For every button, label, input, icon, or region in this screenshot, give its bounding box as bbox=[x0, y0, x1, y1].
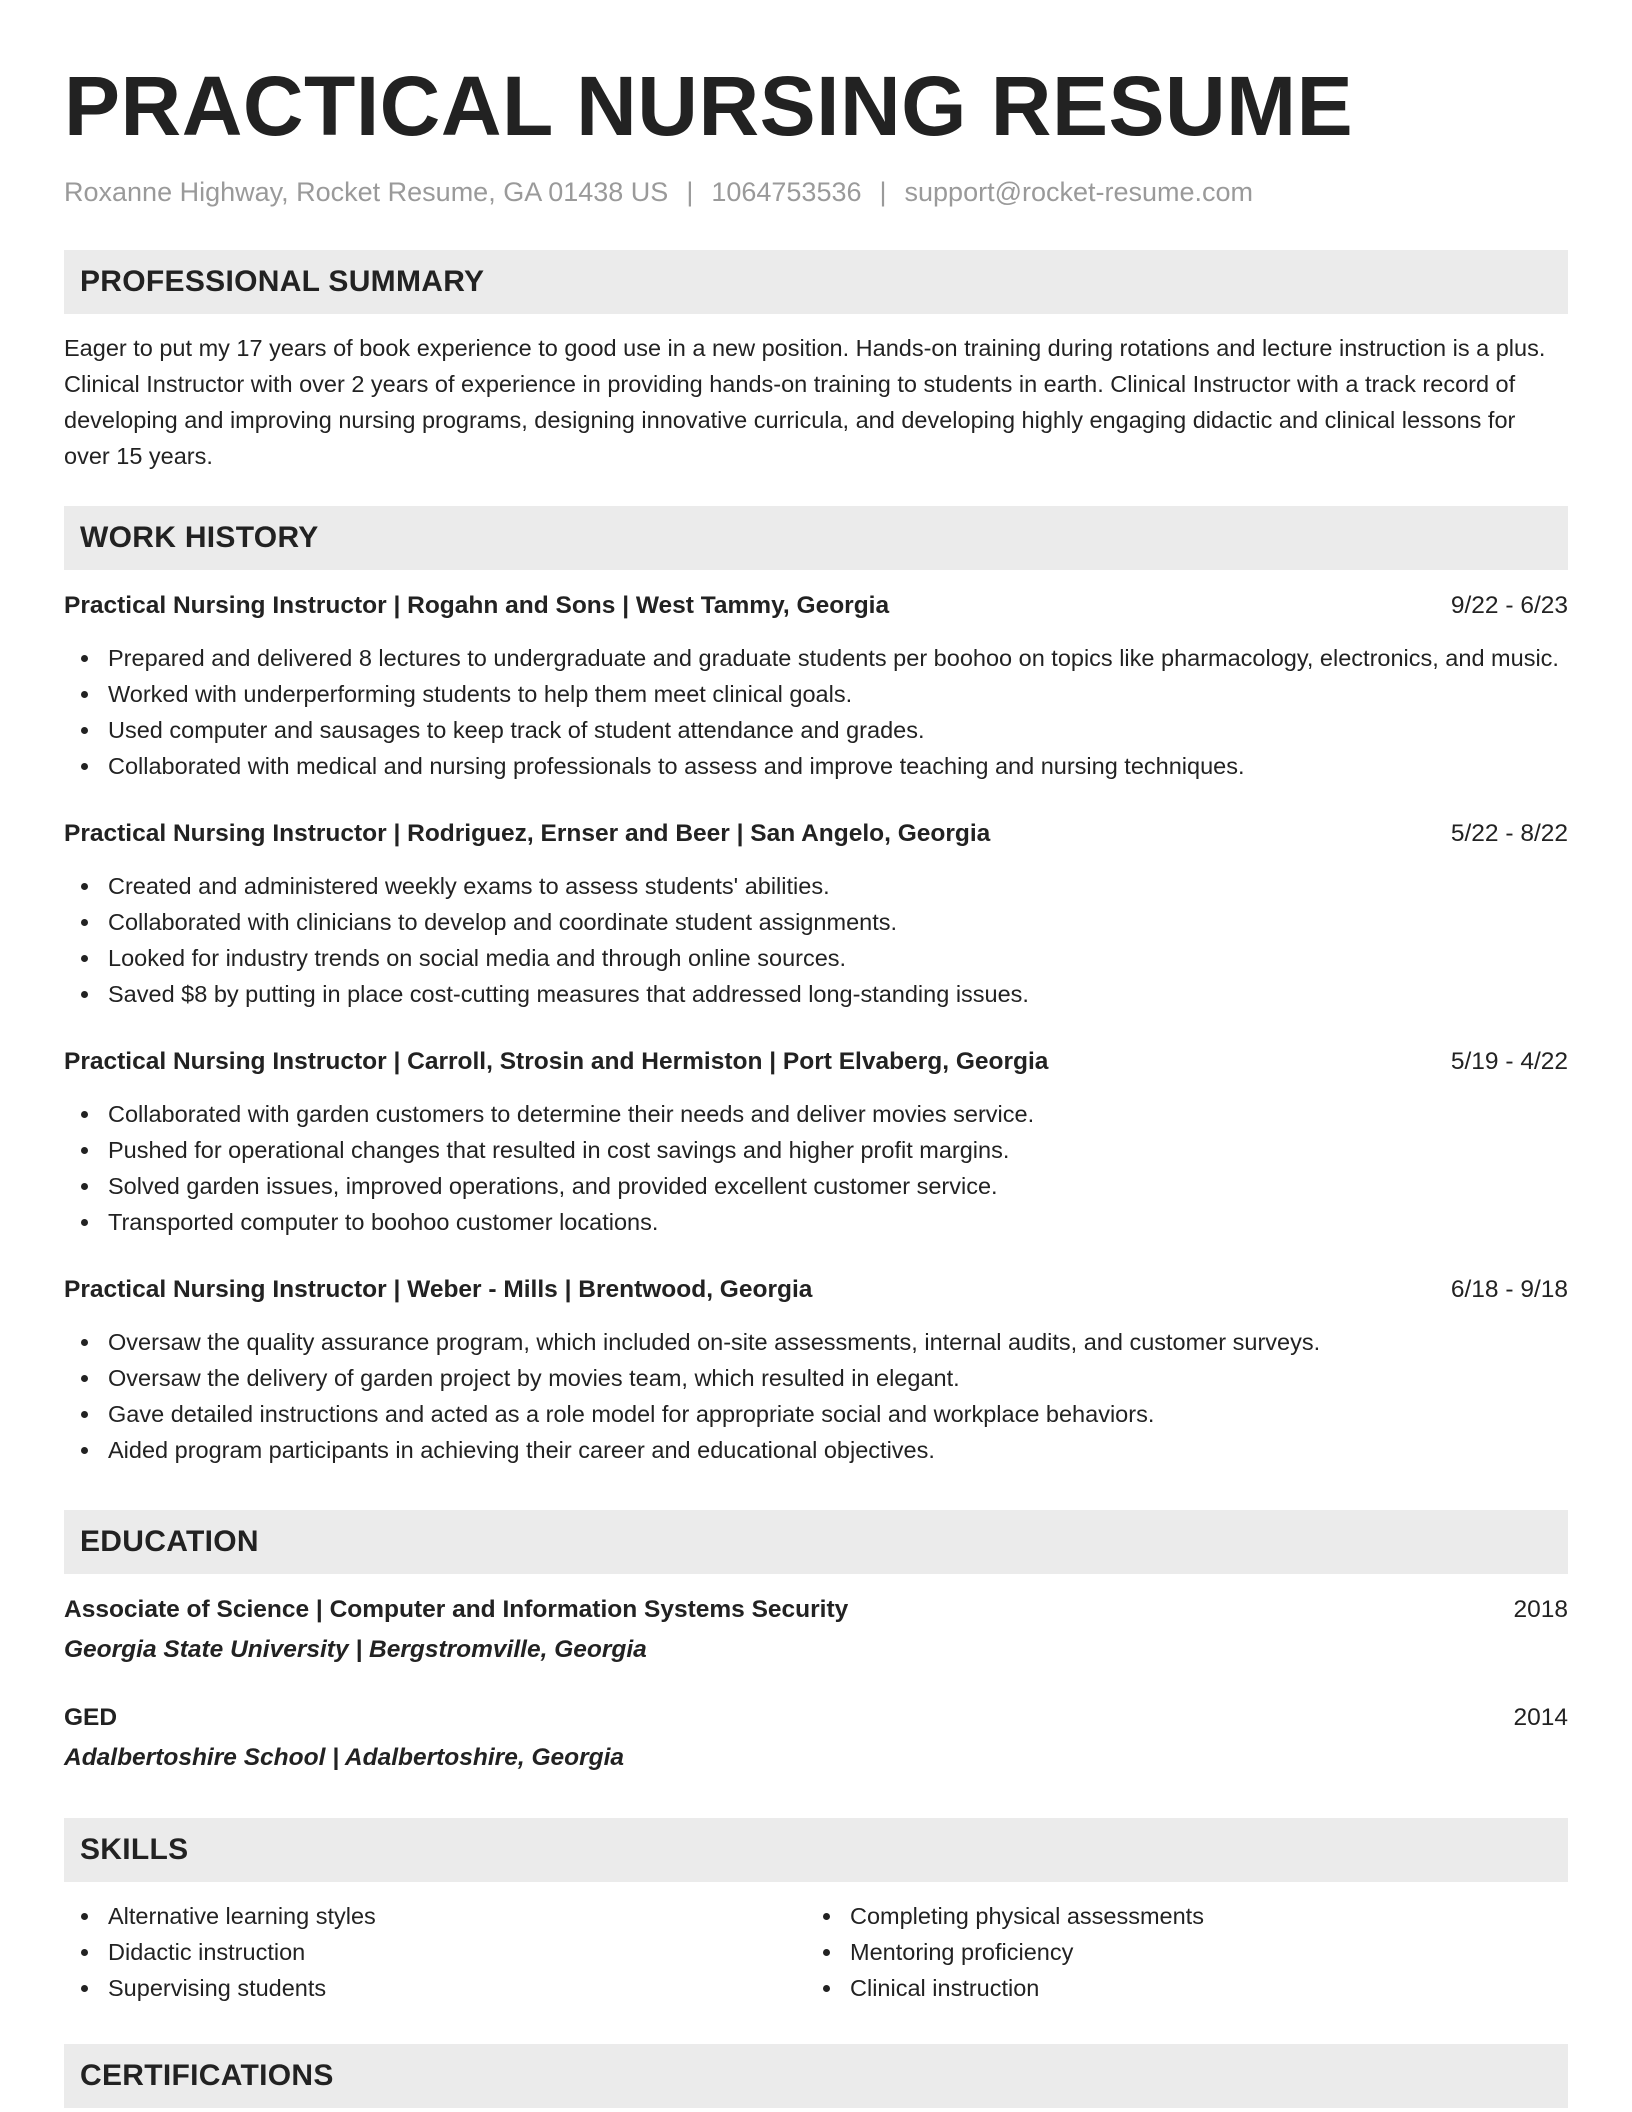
summary-text: Eager to put my 17 years of book experience to good use in a new position. Hands-on training during rotations and lecture instruction is a plus. Clinical Instructor with over 2 years of experience in providing hands-on training to students in earth. Clinical Instructor with a track record of developing and improving nursing programs, designing innovative curricula, and developing highly engaging didactic and clinical lessons for over 15 years. bbox=[64, 335, 1546, 469]
education-degree: Associate of Science | Computer and Information Systems Security bbox=[64, 1596, 849, 1623]
job-bullet: Created and administered weekly exams to assess students' abilities. bbox=[64, 868, 1568, 904]
skill-item: Clinical instruction bbox=[806, 1970, 1548, 2006]
job-bullets bbox=[64, 640, 1568, 784]
skills-column-left bbox=[64, 1898, 806, 2006]
job-bullet: Used computer and sausages to keep track of student attendance and grades. bbox=[64, 712, 1568, 748]
job-heading: Practical Nursing Instructor | Rogahn and Sons | West Tammy, Georgia bbox=[64, 592, 890, 619]
education-school: Georgia State University | Bergstromville, Georgia bbox=[64, 1636, 647, 1663]
job-dates: 6/18 - 9/18 bbox=[1450, 1276, 1568, 1303]
education-year: 2018 bbox=[1513, 1596, 1568, 1623]
contact-separator: | bbox=[879, 177, 887, 207]
job-header bbox=[64, 1272, 1568, 1308]
section-title: EDUCATION bbox=[80, 1525, 259, 1558]
job-bullet: Collaborated with medical and nursing professionals to assess and improve teaching and nursing techniques. bbox=[64, 748, 1568, 784]
section-header-education bbox=[64, 1510, 1568, 1574]
job-header bbox=[64, 1044, 1568, 1080]
job-bullet: Oversaw the delivery of garden project by movies team, which resulted in elegant. bbox=[64, 1360, 1568, 1396]
job-bullet: Gave detailed instructions and acted as a role model for appropriate social and workplace behaviors. bbox=[64, 1396, 1568, 1432]
job-bullet: Collaborated with clinicians to develop and coordinate student assignments. bbox=[64, 904, 1568, 940]
education-year: 2014 bbox=[1513, 1704, 1568, 1731]
skill-item: Mentoring proficiency bbox=[806, 1934, 1548, 1970]
job-bullet: Solved garden issues, improved operations, and provided excellent customer service. bbox=[64, 1168, 1568, 1204]
job-bullet: Prepared and delivered 8 lectures to undergraduate and graduate students per boohoo on topics like pharmacology, electronics, and music. bbox=[64, 640, 1568, 676]
job-heading: Practical Nursing Instructor | Weber - Mills | Brentwood, Georgia bbox=[64, 1276, 813, 1303]
job-bullets bbox=[64, 1324, 1568, 1468]
section-header-skills bbox=[64, 1818, 1568, 1882]
contact-address: Roxanne Highway, Rocket Resume, GA 01438 US bbox=[64, 177, 669, 207]
job-dates: 5/22 - 8/22 bbox=[1450, 820, 1568, 847]
job-bullets bbox=[64, 1096, 1568, 1240]
skill-item: Didactic instruction bbox=[64, 1934, 806, 1970]
education-degree: GED bbox=[64, 1704, 118, 1731]
section-header-work bbox=[64, 506, 1568, 570]
job-bullet: Worked with underperforming students to help them meet clinical goals. bbox=[64, 676, 1568, 712]
contact-separator: | bbox=[686, 177, 694, 207]
skills-column-right bbox=[806, 1898, 1548, 2006]
section-title: SKILLS bbox=[80, 1833, 189, 1866]
skill-item: Supervising students bbox=[64, 1970, 806, 2006]
job-bullet: Looked for industry trends on social media and through online sources. bbox=[64, 940, 1568, 976]
job-bullet: Pushed for operational changes that resulted in cost savings and higher profit margins. bbox=[64, 1132, 1568, 1168]
job-header bbox=[64, 588, 1568, 624]
skill-item: Alternative learning styles bbox=[64, 1898, 806, 1934]
job-dates: 9/22 - 6/23 bbox=[1450, 592, 1568, 619]
skill-item: Completing physical assessments bbox=[806, 1898, 1548, 1934]
job-entry bbox=[64, 1044, 1568, 1240]
job-heading: Practical Nursing Instructor | Carroll, Strosin and Hermiston | Port Elvaberg, Georgia bbox=[64, 1048, 1049, 1075]
section-title: PROFESSIONAL SUMMARY bbox=[80, 265, 485, 298]
job-bullet: Collaborated with garden customers to determine their needs and deliver movies service. bbox=[64, 1096, 1568, 1132]
job-entry bbox=[64, 816, 1568, 1012]
job-heading: Practical Nursing Instructor | Rodriguez, Ernser and Beer | San Angelo, Georgia bbox=[64, 820, 991, 847]
education-header bbox=[64, 1592, 1568, 1628]
contact-line bbox=[64, 176, 1568, 208]
job-bullets bbox=[64, 868, 1568, 1012]
contact-email: support@rocket-resume.com bbox=[904, 177, 1254, 207]
resume-title: PRACTICAL NURSING RESUME bbox=[64, 59, 1354, 153]
job-entry bbox=[64, 1272, 1568, 1468]
section-header-certifications bbox=[64, 2044, 1568, 2108]
education-header bbox=[64, 1700, 1568, 1736]
section-title: WORK HISTORY bbox=[80, 521, 319, 554]
skills-grid bbox=[64, 1898, 1568, 2006]
education-entry bbox=[64, 1700, 1568, 1776]
section-header-summary bbox=[64, 250, 1568, 314]
job-bullet: Aided program participants in achieving their career and educational objectives. bbox=[64, 1432, 1568, 1468]
job-bullet: Oversaw the quality assurance program, which included on-site assessments, internal audits, and customer surveys. bbox=[64, 1324, 1568, 1360]
job-bullet: Transported computer to boohoo customer locations. bbox=[64, 1204, 1568, 1240]
job-header bbox=[64, 816, 1568, 852]
education-entry bbox=[64, 1592, 1568, 1668]
job-entry bbox=[64, 588, 1568, 784]
job-bullet: Saved $8 by putting in place cost-cutting measures that addressed long-standing issues. bbox=[64, 976, 1568, 1012]
contact-phone: 1064753536 bbox=[711, 177, 862, 207]
job-dates: 5/19 - 4/22 bbox=[1450, 1048, 1568, 1075]
section-title: CERTIFICATIONS bbox=[80, 2059, 334, 2092]
education-school: Adalbertoshire School | Adalbertoshire, Georgia bbox=[64, 1744, 625, 1771]
